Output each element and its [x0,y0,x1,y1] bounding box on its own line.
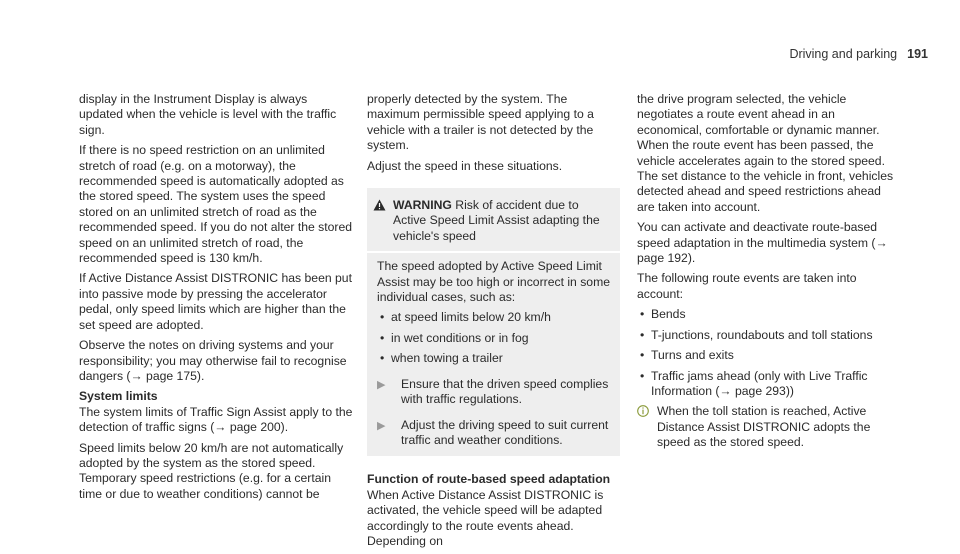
paragraph: The following route events are taken into account: [637,271,857,301]
note [637,404,899,450]
warning-text: The speed adopted by Active Speed Limit Assist may be too high or incorrect in some individual cases, such as: [377,259,611,305]
list-item: • T-junctions, roundabouts and toll stations [637,328,899,343]
warning-label: WARNING [393,198,452,213]
warning-title: Risk of accident due to Active Speed Limit Assist adapting the vehicle's speed [393,198,600,243]
arrow-right-icon: ▶ [377,378,386,391]
arrow-right-icon: ▶ [377,419,386,432]
column-1 [79,92,353,507]
list-item: • Traffic jams ahead (only with Live Traffic Information (→ page 293)) [637,369,899,400]
paragraph: properly detected by the system. The maximum permissible speed applying to a vehicle with a trailer is not detected by the system. [367,92,594,153]
paragraph: If Active Distance Assist DISTRONIC has been put into passive mode by pressing the accelerator pedal, only speed limits which are higher than the set speed are adopted. [79,271,352,332]
list-item: • in wet conditions or in fog [377,331,614,346]
column-2 [367,92,620,554]
route-events-list [637,307,899,399]
list-item: • at speed limits below 20 km/h [377,310,614,325]
paragraph: the drive program selected, the vehicle negotiates a route event ahead in an economical, comfortable or dynamic manner. When the route event has been passed, the vehicle accelerates again to the stored speed. The set distance to the vehicle in front, vehicles detected ahead and speed restrictions ahead are taken into account. [637,92,894,214]
page-header [789,47,928,62]
paragraph: Speed limits below 20 km/h are not automatically adopted by the system as the stored speed. Temporary speed restrictions (e.g. for a certain time or due to weather conditions) cannot be [79,440,344,501]
note-text: When the toll station is reached, Active Distance Assist DISTRONIC adopts the speed as the stored speed. [657,404,871,450]
paragraph: Adjust the speed in these situations. [367,158,563,173]
warning-box [367,188,620,456]
paragraph: display in the Instrument Display is always updated when the vehicle is level with the traffic sign. [79,92,337,137]
column-3 [637,92,899,451]
info-icon [637,404,657,450]
list-item: • Bends [637,307,899,322]
section-heading: System limits [79,389,158,404]
warning-triangle-icon [373,198,393,244]
paragraph: When Active Distance Assist DISTRONIC is activated, the vehicle speed will be adapted accordingly to the route events ahead. Depending on [367,487,604,548]
step-text: Ensure that the driven speed complies with traffic regulations. [401,376,609,407]
list-item: • Turns and exits [637,348,899,363]
page-number: 191 [907,47,928,61]
warning-body [367,253,620,456]
step-text: Adjust the driving speed to suit current traffic and weather conditions. [401,417,609,447]
action-step [377,418,614,449]
warning-list [377,310,614,366]
action-step [377,377,614,408]
paragraph: You can activate and deactivate route-based speed adaptation in the multimedia system (→ page 192). [637,220,888,266]
paragraph: If there is no speed restriction on an unlimited stretch of road (e.g. on a motorway), the recommended speed is automatically adopted as the stored speed. The system uses the speed stored on an unlimited stretch of road as the recommended speed. If you do not alter the stored speed on an unlimited stretch of road, the recommended speed is 130 km/h. [79,143,353,266]
list-item: • when towing a trailer [377,351,614,366]
paragraph: Observe the notes on driving systems and your responsibility; you may otherwise fail to recognise dangers (→ page 175). [79,338,347,383]
warning-header [367,188,620,253]
section-title: Driving and parking [789,47,898,61]
section-heading: Function of route-based speed adaptation [367,472,611,487]
paragraph: The system limits of Traffic Sign Assist apply to the detection of traffic signs (→ page 200). [79,404,353,435]
